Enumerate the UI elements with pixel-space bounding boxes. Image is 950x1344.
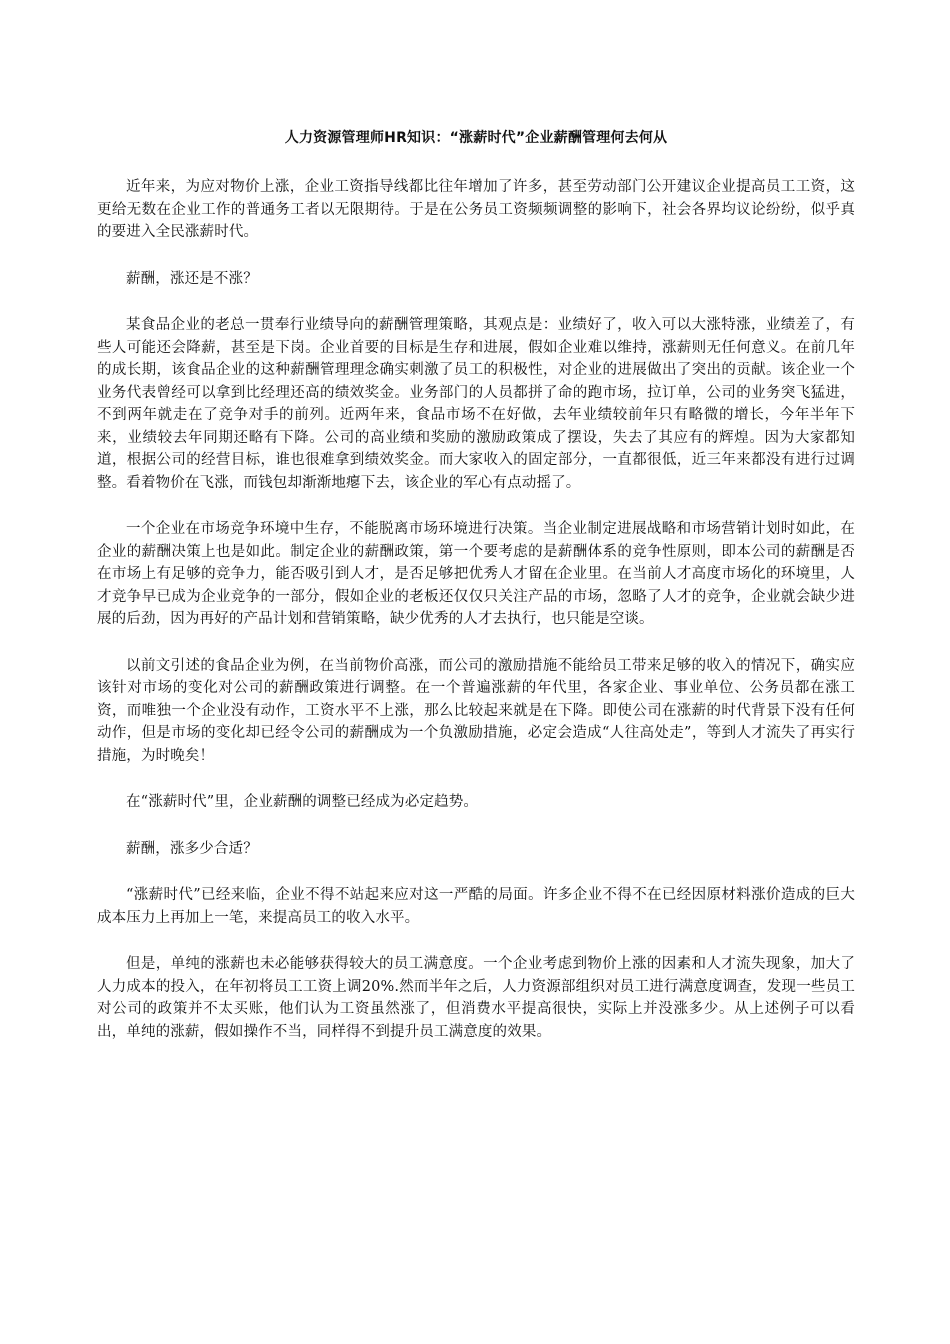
section-heading-how-much: 薪酬，涨多少合适？ [126,840,258,857]
document-title: 人力资源管理师HR知识：“涨薪时代”企业薪酬管理何去何从 [284,130,668,146]
paragraph-era-arrived: “涨薪时代”已经来临，企业不得不站起来应对这一严酷的局面。许多企业不得不在已经因原材料涨价造成的巨大成本压力上再加上一笔，来提高员工的收入水平。 [97,887,855,926]
paragraph-case-analysis: 以前文引述的食品企业为例，在当前物价高涨，而公司的激励措施不能给员工带来足够的收入的情况下，确实应该针对市场的变化对公司的薪酬政策进行调整。在一个普遍涨薪的年代里，各家企业、事业单位、公务员都在涨工资，而唯独一个企业没有动作，工资水平不上涨，那么比较起来就是在下降。即使公司在涨薪的时代背景下没有任何动作，但是市场的变化却已经令公司的薪酬成为一个负激励措施，必定会造成“人往高处走”，等到人才流失了再实行措施，为时晚矣！ [97,657,855,764]
paragraph-trend: 在“涨薪时代”里，企业薪酬的调整已经成为必定趋势。 [126,794,479,810]
paragraph-satisfaction: 但是，单纯的涨薪也未必能够获得较大的员工满意度。一个企业考虑到物价上涨的因素和人才流失现象，加大了人力成本的投入，在年初将员工工资上调20%.然而半年之后，人力资源部组织对员工进行满意度调查，发现一些员工对公司的政策并不太买账，他们认为工资虽然涨了，但消费水平提高很快，实际上并没涨多少。从上述例子可以看出，单纯的涨薪，假如操作不当，同样得不到提升员工满意度的效果。 [97,956,855,1040]
paragraph-intro: 近年来，为应对物价上涨，企业工资指导线都比往年增加了许多，甚至劳动部门公开建议企业提高员工工资，这更给无数在企业工作的普通务工者以无限期待。于是在公务员工资频频调整的影响下，社会各界均议论纷纷，似乎真的要进入全民涨薪时代。 [97,179,855,240]
section-heading-raise-or-not: 薪酬，涨还是不涨？ [126,270,258,287]
document-body [97,176,855,1067]
paragraph-food-company-case: 某食品企业的老总一贯奉行业绩导向的薪酬管理策略，其观点是：业绩好了，收入可以大涨特涨，业绩差了，有些人可能还会降薪，甚至是下岗。企业首要的目标是生存和进展，假如企业难以维持，涨薪则无任何意义。在前几年的成长期，该食品企业的这种薪酬管理理念确实刺激了员工的积极性，对企业的进展做出了突出的贡献。该企业一个业务代表曾经可以拿到比经理还高的绩效奖金。业务部门的人员都拼了命的跑市场，拉订单，公司的业务突飞猛进，不到两年就走在了竞争对手的前列。近两年来，食品市场不在好做，去年业绩较前年只有略微的增长，今年半年下来，业绩较去年同期还略有下降。公司的高业绩和奖励的激励政策成了摆设，失去了其应有的辉煌。因为大家都知道，根据公司的经营目标，谁也很难拿到绩效奖金。而大家收入的固定部分，一直都很低，近三年来都没有进行过调整。看着物价在飞涨，而钱包却渐渐地瘪下去，该企业的军心有点动摇了。 [97,317,855,491]
paragraph-market-competition: 一个企业在市场竞争环境中生存，不能脱离市场环境进行决策。当企业制定进展战略和市场营销计划时如此，在企业的薪酬决策上也是如此。制定企业的薪酬政策，第一个要考虑的是薪酬体系的竞争性原则，即本公司的薪酬是否在市场上有足够的竞争力，能否吸引到人才，是否足够把优秀人才留在企业里。在当前人才高度市场化的环境里，人才竞争早已成为企业竞争的一部分，假如企业的老板还仅仅只关注产品的市场，忽略了人才的竞争，企业就会缺少进展的后劲，因为再好的产品计划和营销策略，缺少优秀的人才去执行，也只能是空谈。 [97,521,855,627]
